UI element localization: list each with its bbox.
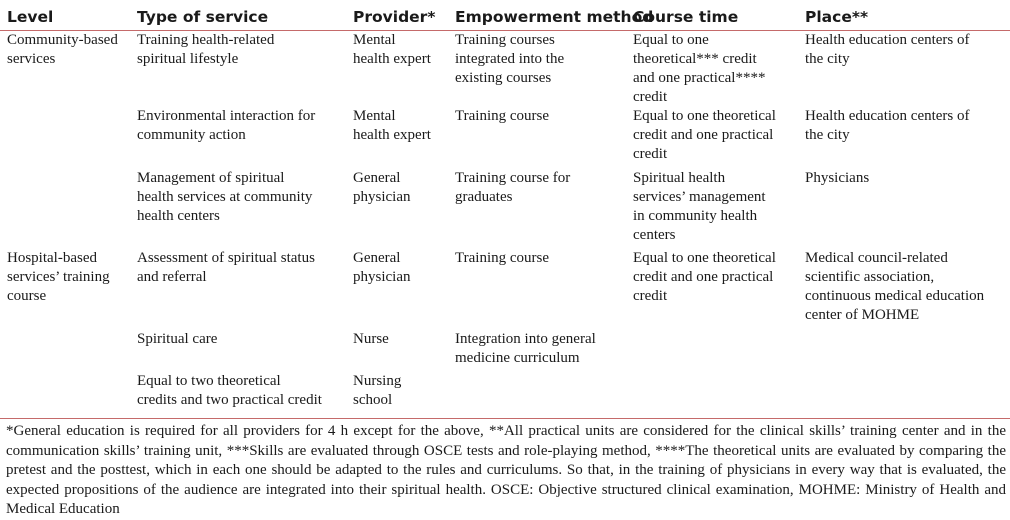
cell-place [805,372,1010,410]
cell-level: Hospital-based services’ training course [7,250,110,304]
cell-empowerment-method: Training course [455,250,550,266]
table-row [0,249,1010,330]
table-row [0,330,1010,372]
cell-provider: General physician [353,250,411,285]
cell-level: Community-based services [7,32,118,67]
cell-course-time: Equal to one theoretical*** credit and one practical**** credit [633,32,766,105]
cell-course-time: Equal to one theoretical credit and one practical credit [633,108,776,162]
table-row [0,31,1010,108]
cell-type-of-service: Equal to two theoretical credits and two practical credit [137,373,322,408]
cell-place: Medical council-related scientific association, continuous medical education center of MOHME [805,250,985,323]
cell-provider: Mental health expert [353,32,431,67]
cell-empowerment-method [455,372,633,410]
cell-empowerment-method: Training course [455,108,550,124]
header-provider: Provider* [353,3,455,31]
cell-empowerment-method: Integration into general medicine curriculum [455,331,596,366]
header-level: Level [0,3,137,31]
cell-empowerment-method: Training courses integrated into the existing courses [455,32,565,86]
cell-level [0,169,137,249]
cell-type-of-service: Assessment of spiritual status and referral [137,250,315,285]
cell-provider: General physician [353,170,411,205]
cell-type-of-service: Environmental interaction for community action [137,108,316,143]
cell-place: Health education centers of the city [805,32,970,67]
table-row [0,372,1010,410]
services-table [0,3,1010,410]
cell-type-of-service: Training health-related spiritual lifestyle [137,32,275,67]
table-row [0,107,1010,169]
cell-course-time: Equal to one theoretical credit and one practical credit [633,250,776,304]
header-empowerment-method: Empowerment method [455,3,633,31]
cell-place: Health education centers of the city [805,108,970,143]
cell-place [805,330,1010,372]
cell-course-time: Spiritual health services’ management in community health centers [633,170,766,243]
cell-provider: Nursing school [353,373,402,408]
header-row [0,3,1010,31]
cell-course-time [633,372,805,410]
header-place: Place** [805,3,1010,31]
cell-course-time [633,330,805,372]
table-row [0,169,1010,249]
cell-place: Physicians [805,170,870,186]
cell-type-of-service: Spiritual care [137,331,218,347]
cell-level [0,372,137,410]
table-footnote: *General education is required for all providers for 4 h except for the above, **All practical units are considered for the clinical skills’ training center and in the communication skills’ training unit, ***Skills are evaluated through OSCE tests and role-playing method, ****The theoretical units are evaluated by comparing the pretest and the posttest, which in each one should be adapted to the rules and curriculums. So that, in the training of physicians in every way that is evaluated, the expected propositions of the audience are integrated into their spiritual health. OSCE: Objective structured clinical examination, MOHME: Ministry of Health and Medical Education [0,418,1010,515]
cell-level [0,330,137,372]
cell-provider: Nurse [353,331,389,347]
cell-provider: Mental health expert [353,108,431,143]
header-type-of-service: Type of service [137,3,353,31]
cell-type-of-service: Management of spiritual health services at community health centers [137,170,313,224]
cell-level [0,107,137,169]
header-course-time: Course time [633,3,805,31]
cell-empowerment-method: Training course for graduates [455,170,571,205]
